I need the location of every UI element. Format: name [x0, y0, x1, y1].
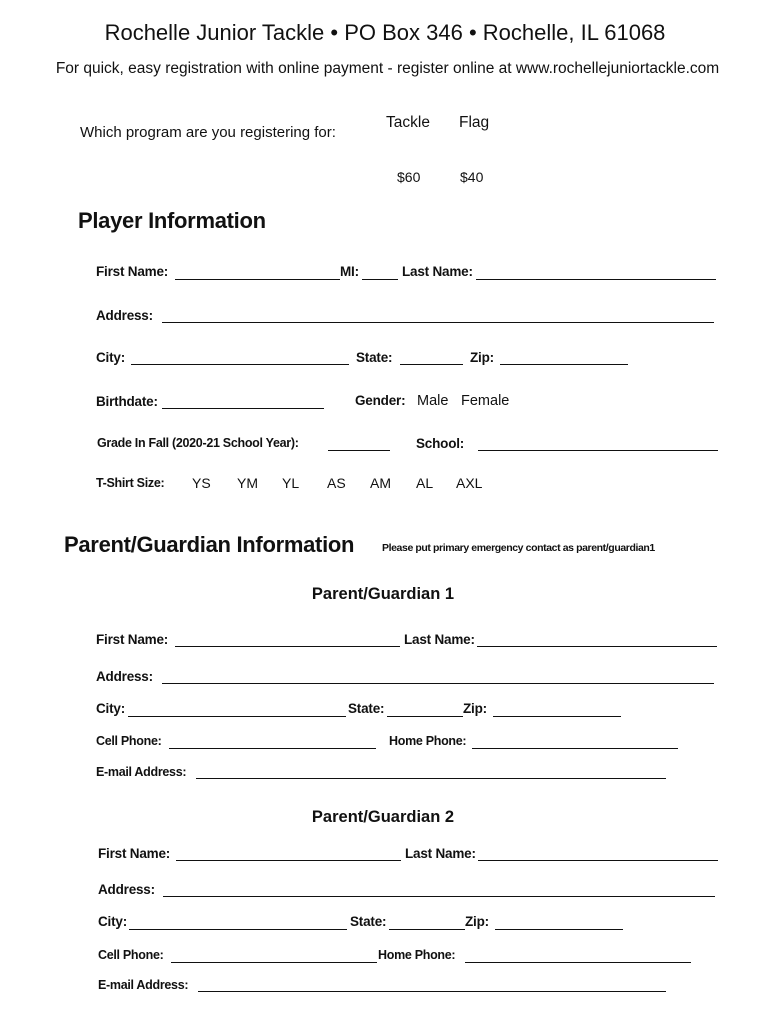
g2-state-label: State:: [350, 914, 387, 929]
g2-email-field[interactable]: [198, 991, 666, 992]
player-grade-field[interactable]: [328, 450, 390, 451]
g1-cell-field[interactable]: [169, 748, 376, 749]
player-last-name-label: Last Name:: [402, 264, 473, 279]
shirt-size-am[interactable]: AM: [370, 475, 391, 491]
shirt-size-as[interactable]: AS: [327, 475, 346, 491]
player-zip-field[interactable]: [500, 364, 628, 365]
g1-city-label: City:: [96, 701, 125, 716]
page-subtitle: For quick, easy registration with online payment - register online at www.rochellejuniortackle.com: [55, 60, 720, 77]
guardian1-heading: Parent/Guardian 1: [311, 585, 455, 603]
player-birthdate-field[interactable]: [162, 408, 324, 409]
player-grade-label: Grade In Fall (2020-21 School Year):: [97, 436, 299, 450]
player-school-field[interactable]: [478, 450, 718, 451]
g2-first-name-label: First Name:: [98, 846, 171, 861]
g2-state-field[interactable]: [389, 929, 465, 930]
g1-zip-label: Zip:: [463, 701, 487, 716]
g1-home-label: Home Phone:: [389, 734, 467, 748]
g2-cell-label: Cell Phone:: [98, 948, 164, 962]
g1-home-field[interactable]: [472, 748, 678, 749]
program-question: Which program are you registering for:: [80, 124, 336, 141]
program-price-tackle: $60: [397, 169, 421, 185]
parent-section-heading: Parent/Guardian Information: [64, 532, 355, 557]
page-title: Rochelle Junior Tackle • PO Box 346 • Rochelle, IL 61068: [104, 20, 666, 45]
g2-cell-field[interactable]: [171, 962, 377, 963]
player-mi-field[interactable]: [362, 279, 398, 280]
g2-zip-label: Zip:: [465, 914, 489, 929]
g1-state-field[interactable]: [387, 716, 463, 717]
shirt-size-al[interactable]: AL: [416, 475, 434, 491]
player-city-label: City:: [96, 350, 125, 365]
player-school-label: School:: [416, 436, 465, 451]
g1-cell-label: Cell Phone:: [96, 734, 162, 748]
g1-state-label: State:: [348, 701, 385, 716]
player-shirt-label: T-Shirt Size:: [96, 476, 165, 490]
program-option-tackle[interactable]: Tackle: [386, 114, 430, 131]
g2-email-label: E-mail Address:: [98, 978, 189, 992]
gender-option-female[interactable]: Female: [461, 393, 510, 409]
g1-email-label: E-mail Address:: [96, 765, 187, 779]
player-city-field[interactable]: [131, 364, 349, 365]
g1-last-name-field[interactable]: [477, 646, 717, 647]
player-address-label: Address:: [96, 308, 153, 323]
player-address-field[interactable]: [162, 322, 714, 323]
g2-city-field[interactable]: [129, 929, 347, 930]
player-zip-label: Zip:: [470, 350, 494, 365]
program-price-flag: $40: [460, 169, 484, 185]
player-state-label: State:: [356, 350, 393, 365]
shirt-size-ym[interactable]: YM: [237, 475, 258, 491]
g1-address-label: Address:: [96, 669, 153, 684]
player-first-name-field[interactable]: [175, 279, 340, 280]
g2-zip-field[interactable]: [495, 929, 623, 930]
player-last-name-field[interactable]: [476, 279, 716, 280]
g1-first-name-label: First Name:: [96, 632, 169, 647]
g2-address-field[interactable]: [163, 896, 715, 897]
parent-section-note: Please put primary emergency contact as parent/guardian1: [382, 542, 655, 554]
shirt-size-ys[interactable]: YS: [192, 475, 211, 491]
g1-address-field[interactable]: [162, 683, 714, 684]
g1-last-name-label: Last Name:: [404, 632, 475, 647]
g2-last-name-field[interactable]: [478, 860, 718, 861]
player-birthdate-label: Birthdate:: [96, 394, 158, 409]
g1-city-field[interactable]: [128, 716, 346, 717]
g1-zip-field[interactable]: [493, 716, 621, 717]
g2-address-label: Address:: [98, 882, 155, 897]
player-gender-label: Gender:: [355, 393, 406, 408]
player-first-name-label: First Name:: [96, 264, 169, 279]
guardian2-heading: Parent/Guardian 2: [311, 808, 455, 826]
player-mi-label: MI:: [340, 264, 359, 279]
g1-email-field[interactable]: [196, 778, 666, 779]
shirt-size-axl[interactable]: AXL: [456, 475, 483, 491]
g2-home-field[interactable]: [465, 962, 691, 963]
shirt-size-yl[interactable]: YL: [282, 475, 300, 491]
player-section-heading: Player Information: [78, 208, 266, 233]
g1-first-name-field[interactable]: [175, 646, 400, 647]
player-state-field[interactable]: [400, 364, 463, 365]
g2-first-name-field[interactable]: [176, 860, 401, 861]
program-option-flag[interactable]: Flag: [459, 114, 490, 131]
gender-option-male[interactable]: Male: [417, 393, 449, 409]
g2-last-name-label: Last Name:: [405, 846, 476, 861]
g2-city-label: City:: [98, 914, 127, 929]
g2-home-label: Home Phone:: [378, 948, 456, 962]
